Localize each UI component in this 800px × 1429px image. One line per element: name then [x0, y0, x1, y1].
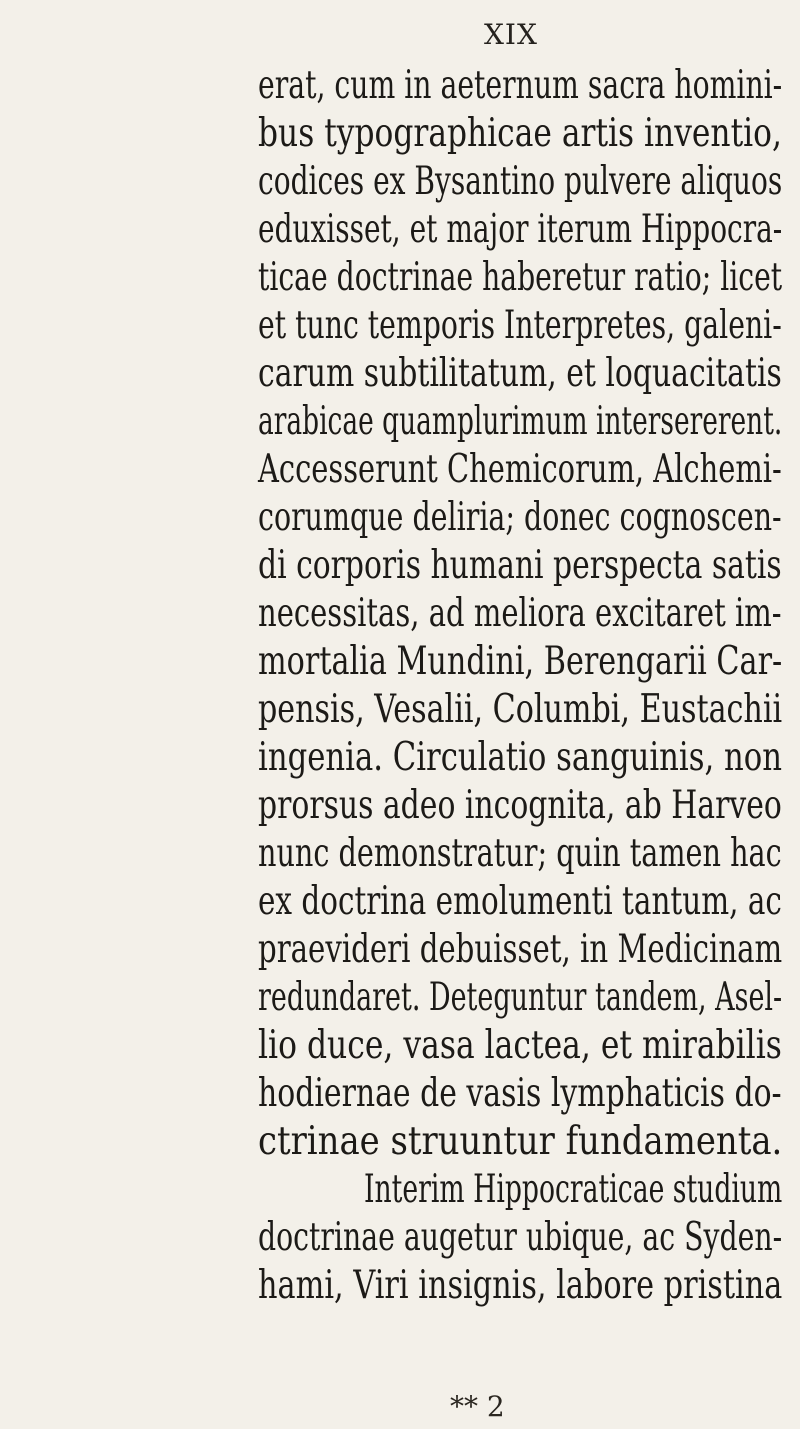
text-line: nunc demonstratur; quin tamen hac [258, 831, 782, 876]
text-line: lio duce, vasa lactea, et mirabilis [258, 1023, 782, 1068]
text-line: hodiernae de vasis lymphaticis do- [258, 1071, 782, 1116]
text-line: ingenia. Circulatio sanguinis, non [258, 735, 782, 780]
text-line: ctrinae struuntur fundamenta. [258, 1119, 783, 1164]
text-line: praevideri debuisset, in Medicinam [258, 927, 783, 972]
paragraph-first-line: Interim Hippocraticae studium [364, 1167, 783, 1212]
text-line: doctrinae augetur ubique, ac Syden- [258, 1215, 783, 1260]
text-line: redundaret. Deteguntur tandem, Asel- [258, 975, 783, 1020]
signature-mark: ** 2 [450, 1390, 505, 1423]
text-line: necessitas, ad meliora excitaret im- [258, 591, 782, 636]
text-line: di corporis humani perspecta satis [258, 543, 782, 588]
text-line: pensis, Vesalii, Columbi, Eustachii [258, 687, 783, 732]
text-line: Accesserunt Chemicorum, Alchemi- [258, 447, 782, 492]
page-number: XIX [484, 18, 538, 51]
text-line: ticae doctrinae haberetur ratio; licet [258, 255, 783, 300]
text-line: bus typographicae artis inventio, [258, 111, 782, 156]
text-line: carum subtilitatum, et loquacitatis [258, 351, 782, 396]
text-line: ex doctrina emolumenti tantum, ac [258, 879, 782, 924]
text-line: prorsus adeo incognita, ab Harveo [258, 783, 782, 828]
text-line: eduxisset, et major iterum Hippocra- [258, 207, 783, 252]
text-line: corumque deliria; donec cognoscen- [258, 495, 782, 540]
text-line: codices ex Bysantino pulvere aliquos [258, 159, 783, 204]
text-line: hami, Viri insignis, labore pristina [258, 1263, 783, 1308]
text-line: erat, cum in aeternum sacra homini- [258, 63, 783, 108]
text-line: arabicae quamplurimum intersererent. [258, 399, 783, 444]
text-line: et tunc temporis Interpretes, galeni- [258, 303, 782, 348]
text-line: mortalia Mundini, Berengarii Car- [258, 639, 783, 684]
